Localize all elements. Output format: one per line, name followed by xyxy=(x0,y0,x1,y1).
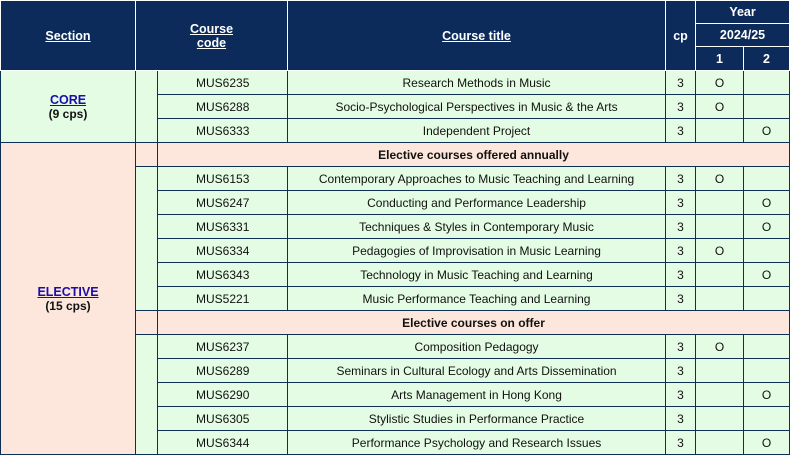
elective-group-2-heading: Elective courses on offer xyxy=(158,311,790,335)
semester-1-mark: O xyxy=(696,239,744,263)
course-cp: 3 xyxy=(666,95,696,119)
course-cp: 3 xyxy=(666,431,696,455)
header-semester-2: 2 xyxy=(744,47,790,71)
course-cp: 3 xyxy=(666,191,696,215)
course-title: Performance Psychology and Research Issues xyxy=(288,431,666,455)
course-cp: 3 xyxy=(666,167,696,191)
semester-2-mark xyxy=(744,95,790,119)
elective-group-1-spacer xyxy=(136,167,158,311)
course-code: MUS6153 xyxy=(158,167,288,191)
course-code: MUS6289 xyxy=(158,359,288,383)
semester-1-mark: O xyxy=(696,335,744,359)
course-cp: 3 xyxy=(666,383,696,407)
semester-2-mark: O xyxy=(744,431,790,455)
semester-1-mark xyxy=(696,287,744,311)
course-title: Research Methods in Music xyxy=(288,71,666,95)
semester-1-mark xyxy=(696,431,744,455)
table-row xyxy=(1,71,790,95)
elective-group-2-spacer xyxy=(136,335,158,455)
header-course-code-line2: code xyxy=(196,35,227,50)
core-section-cell xyxy=(1,71,136,143)
elective-heading-spacer xyxy=(136,311,158,335)
course-title: Arts Management in Hong Kong xyxy=(288,383,666,407)
elective-section-link[interactable]: ELECTIVE xyxy=(37,284,99,299)
header-academic-year: 2024/25 xyxy=(696,24,790,47)
course-cp: 3 xyxy=(666,335,696,359)
course-code: MUS6247 xyxy=(158,191,288,215)
semester-2-mark: O xyxy=(744,191,790,215)
core-section-cps: (9 cps) xyxy=(48,106,88,121)
course-code: MUS6237 xyxy=(158,335,288,359)
semester-1-mark xyxy=(696,263,744,287)
header-semester-1: 1 xyxy=(696,47,744,71)
semester-2-mark xyxy=(744,335,790,359)
course-code: MUS6288 xyxy=(158,95,288,119)
semester-2-mark: O xyxy=(744,383,790,407)
semester-1-mark xyxy=(696,119,744,143)
header-course-code-line1: Course xyxy=(189,21,234,36)
semester-2-mark xyxy=(744,407,790,431)
elective-group-1-heading: Elective courses offered annually xyxy=(158,143,790,167)
course-cp: 3 xyxy=(666,407,696,431)
course-code: MUS6333 xyxy=(158,119,288,143)
course-cp: 3 xyxy=(666,239,696,263)
elective-section-cell xyxy=(1,143,136,455)
elective-group-1-heading-row xyxy=(1,143,790,167)
core-section-link[interactable]: CORE xyxy=(49,92,87,107)
header-cp: cp xyxy=(666,1,696,71)
semester-1-mark xyxy=(696,215,744,239)
semester-2-mark xyxy=(744,167,790,191)
course-cp: 3 xyxy=(666,359,696,383)
course-cp: 3 xyxy=(666,119,696,143)
course-code: MUS6334 xyxy=(158,239,288,263)
course-title: Techniques & Styles in Contemporary Music xyxy=(288,215,666,239)
semester-1-mark xyxy=(696,383,744,407)
course-cp: 3 xyxy=(666,263,696,287)
semester-2-mark xyxy=(744,287,790,311)
course-code: MUS6331 xyxy=(158,215,288,239)
course-code: MUS6235 xyxy=(158,71,288,95)
course-title: Composition Pedagogy xyxy=(288,335,666,359)
semester-2-mark xyxy=(744,239,790,263)
course-title: Independent Project xyxy=(288,119,666,143)
semester-1-mark: O xyxy=(696,167,744,191)
course-title: Conducting and Performance Leadership xyxy=(288,191,666,215)
course-cp: 3 xyxy=(666,287,696,311)
semester-2-mark xyxy=(744,71,790,95)
course-title: Music Performance Teaching and Learning xyxy=(288,287,666,311)
semester-1-mark: O xyxy=(696,71,744,95)
course-cp: 3 xyxy=(666,215,696,239)
header-section: Section xyxy=(1,1,136,71)
course-title: Seminars in Cultural Ecology and Arts Dissemination xyxy=(288,359,666,383)
semester-2-mark: O xyxy=(744,215,790,239)
header-course-code xyxy=(136,1,288,71)
semester-2-mark: O xyxy=(744,263,790,287)
semester-1-mark xyxy=(696,359,744,383)
table-body xyxy=(1,71,790,455)
course-code: MUS6290 xyxy=(158,383,288,407)
course-code: MUS5221 xyxy=(158,287,288,311)
course-title: Stylistic Studies in Performance Practice xyxy=(288,407,666,431)
semester-2-mark xyxy=(744,359,790,383)
course-title: Contemporary Approaches to Music Teaching and Learning xyxy=(288,167,666,191)
course-title: Technology in Music Teaching and Learning xyxy=(288,263,666,287)
course-code: MUS6344 xyxy=(158,431,288,455)
semester-2-mark: O xyxy=(744,119,790,143)
course-code: MUS6343 xyxy=(158,263,288,287)
semester-1-mark xyxy=(696,191,744,215)
semester-1-mark xyxy=(696,407,744,431)
header-year: Year xyxy=(696,1,790,24)
semester-1-mark: O xyxy=(696,95,744,119)
course-title: Pedagogies of Improvisation in Music Learning xyxy=(288,239,666,263)
course-title: Socio-Psychological Perspectives in Music & the Arts xyxy=(288,95,666,119)
elective-section-cps: (15 cps) xyxy=(45,298,91,313)
header-course-title: Course title xyxy=(288,1,666,71)
elective-heading-spacer xyxy=(136,143,158,167)
core-spacer xyxy=(136,71,158,143)
course-cp: 3 xyxy=(666,71,696,95)
course-code: MUS6305 xyxy=(158,407,288,431)
